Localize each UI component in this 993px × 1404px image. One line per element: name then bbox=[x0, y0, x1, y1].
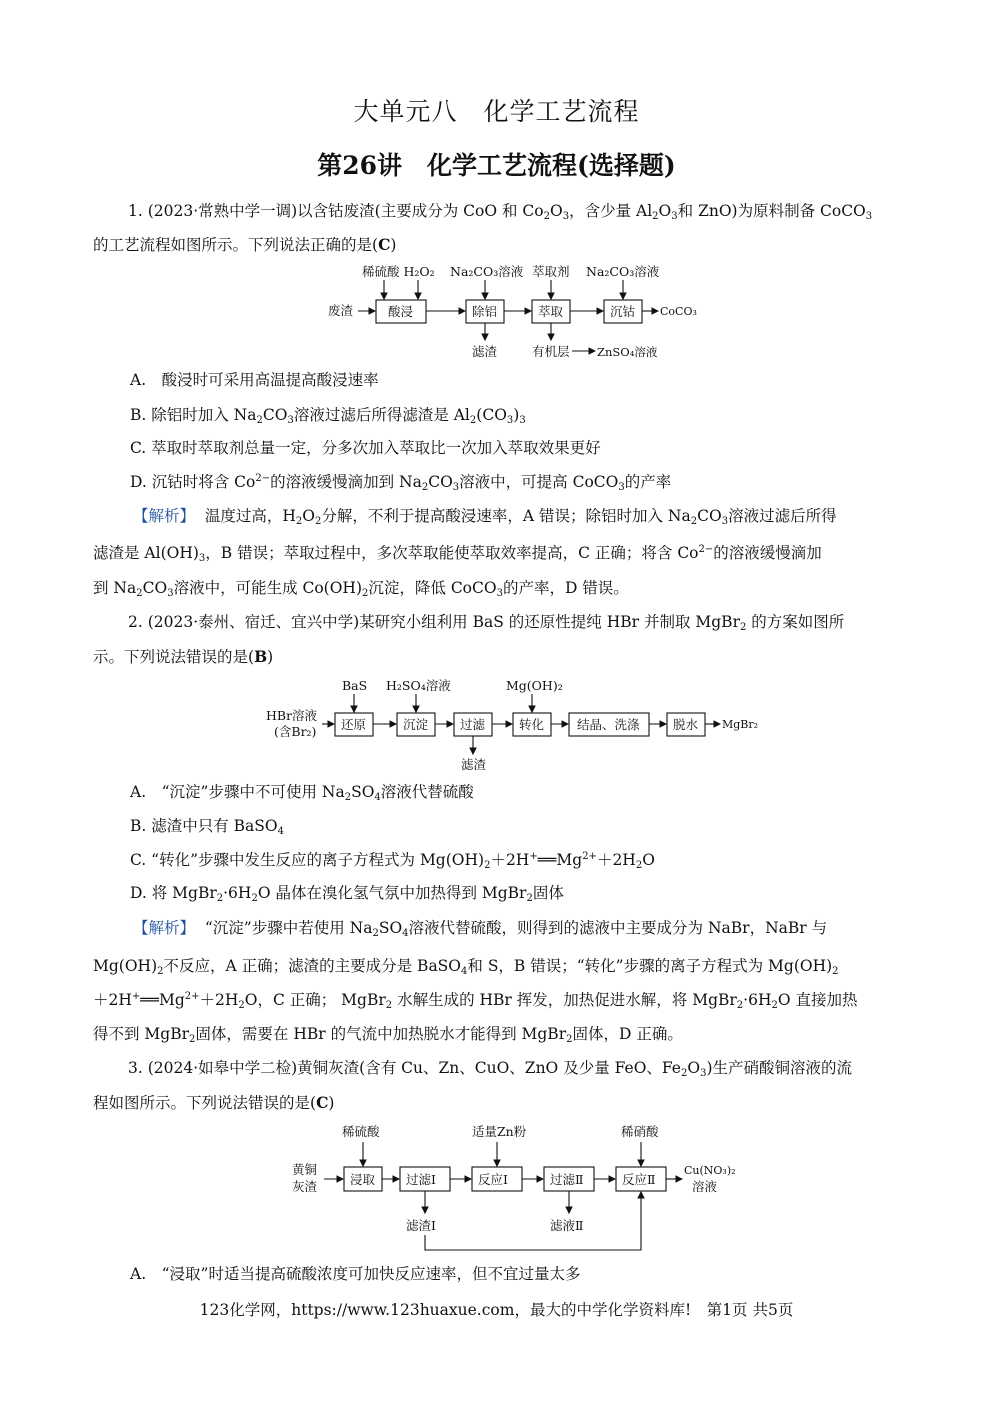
q1-option-a: A. 酸浸时可采用高温提高酸浸速率 bbox=[130, 371, 379, 389]
q2-step: 还原 bbox=[341, 717, 367, 732]
q2-option-c: C. “转化”步骤中发生反应的离子方程式为 $Mg(OH)_2+2H^+══Mg^{2+}+2H_2O$ bbox=[130, 851, 655, 871]
q2-step: 脱水 bbox=[673, 717, 699, 732]
q3-stem-line1: 3. (2024·如皋中学二检)黄铜灰渣(含有 Cu、Zn、CuO、ZnO 及少量 FeO、$Fe_2O_3$)生产硝酸铜溶液的流 bbox=[128, 1059, 853, 1079]
q2-analysis-line2: $Mg(OH)_2$不反应，A 正确；滤渣的主要成分是 BaSO$_4$和 S，B 错误；“转化”步骤的离子方程式为 $Mg(OH)_2$ bbox=[93, 957, 839, 977]
q2-flow-diagram bbox=[262, 674, 772, 774]
q2-option-b: B. 滤渣中只有 BaSO$_4$ bbox=[130, 817, 285, 837]
q3-flow-input: 灰渣 bbox=[292, 1179, 318, 1194]
q3-step: 反应Ⅱ bbox=[622, 1172, 656, 1187]
q1-analysis-line2: 滤渣是 $Al(OH)_3$，B 错误；萃取过程中，多次萃取能使萃取效率提高，C 正确；将含 $Co^{2-}$的溶液缓慢滴加 bbox=[93, 544, 822, 564]
q1-reagent: Na₂CO₃溶液 bbox=[450, 264, 524, 279]
q1-stem-line2: 的工艺流程如图所示。下列说法正确的是(C) bbox=[93, 235, 397, 254]
q1-flow-diagram bbox=[320, 262, 720, 364]
q3-flow-input: 黄铜 bbox=[292, 1162, 318, 1177]
q1-step: 萃取 bbox=[538, 304, 564, 319]
q2-flow-input: HBr溶液 bbox=[266, 708, 318, 723]
q1-step: 酸浸 bbox=[388, 304, 414, 319]
q2-step: 转化 bbox=[519, 717, 545, 732]
q2-analysis-line4: 得不到 MgBr$_2$固体，需要在 HBr 的气流中加热脱水才能得到 MgBr$_2$固体，D 正确。 bbox=[93, 1025, 683, 1045]
q2-step: 沉淀 bbox=[403, 717, 429, 732]
q2-flow-output: MgBr₂ bbox=[722, 718, 759, 731]
q3-reagent: 稀硝酸 bbox=[621, 1124, 659, 1139]
q1-reagent: 稀硫酸 H₂O₂ bbox=[362, 264, 435, 279]
q3-reagent: 适量Zn粉 bbox=[472, 1124, 527, 1139]
q1-byproduct: ZnSO₄溶液 bbox=[597, 345, 658, 359]
q1-option-d: D. 沉钴时将含 $Co^{2-}$的溶液缓慢滴加到 $Na_2CO_3$溶液中，可提高 CoCO$_3$的产率 bbox=[130, 473, 672, 493]
analysis-tag: 【解析】 bbox=[133, 507, 196, 525]
q3-answer: C bbox=[316, 1093, 329, 1112]
q1-flow-output: CoCO₃ bbox=[660, 305, 697, 318]
q1-byproduct: 滤渣 bbox=[472, 344, 498, 359]
q2-step: 过滤 bbox=[460, 717, 486, 732]
q3-flow-diagram bbox=[286, 1120, 756, 1255]
q3-reagent: 稀硫酸 bbox=[342, 1124, 380, 1139]
page-footer: 123化学网，https://www.123huaxue.com，最大的中学化学资料库! 第1页 共5页 bbox=[199, 1301, 794, 1319]
q3-flow-output: 溶液 bbox=[692, 1179, 718, 1194]
q2-step: 结晶、洗涤 bbox=[577, 717, 640, 732]
unit-title: 大单元八 化学工艺流程 bbox=[353, 97, 640, 126]
lecture-title: 第26讲 化学工艺流程(选择题) bbox=[317, 151, 676, 180]
q3-step: 浸取 bbox=[350, 1172, 376, 1187]
q2-byproduct: 滤渣 bbox=[461, 757, 487, 772]
analysis-tag: 【解析】 bbox=[133, 919, 196, 937]
q3-stem-line2: 程如图所示。下列说法错误的是(C) bbox=[93, 1093, 335, 1112]
q2-analysis-line1: 【解析】 “沉淀”步骤中若使用 $Na_2SO_4$溶液代替硫酸，则得到的滤液中主要成分为 NaBr，NaBr 与 bbox=[133, 919, 828, 939]
q2-reagent: H₂SO₄溶液 bbox=[386, 678, 451, 693]
q3-step: 过滤Ⅱ bbox=[550, 1172, 584, 1187]
q1-analysis-line3: 到 $Na_2CO_3$溶液中，可能生成 $Co(OH)_2$沉淀，降低 CoCO$_3$的产率，D 错误。 bbox=[93, 579, 629, 599]
q1-answer: C bbox=[378, 235, 391, 254]
q2-analysis-line3: $+2H^+══Mg^{2+}+2H_2O$，C 正确； MgBr$_2$ 水解生成的 HBr 挥发，加热促进水解，将 $MgBr_2\cdot 6H_2O$ 直接加热 bbox=[93, 991, 858, 1011]
q3-option-a: A. “浸取”时适当提高硫酸浓度可加快反应速率，但不宜过量太多 bbox=[130, 1265, 581, 1283]
q3-step: 过滤Ⅰ bbox=[406, 1172, 436, 1187]
q2-reagent: Mg(OH)₂ bbox=[506, 678, 563, 693]
q2-stem-line1: 2. (2023·泰州、宿迁、宜兴中学)某研究小组利用 BaS 的还原性提纯 HBr 并制取 MgBr$_2$ 的方案如图所 bbox=[128, 613, 845, 633]
q3-step: 反应Ⅰ bbox=[478, 1172, 508, 1187]
q1-reagent: Na₂CO₃溶液 bbox=[586, 264, 660, 279]
q2-option-d: D. 将 $MgBr_2\cdot 6H_2O$ 晶体在溴化氢气氛中加热得到 MgBr$_2$固体 bbox=[130, 884, 564, 904]
q3-flow-output: Cu(NO₃)₂ bbox=[684, 1164, 736, 1177]
q2-flow-input: (含Br₂) bbox=[274, 724, 317, 739]
q2-stem-line2: 示。下列说法错误的是(B) bbox=[93, 647, 274, 666]
q1-byproduct: 有机层 bbox=[532, 344, 570, 359]
q3-byproduct: 滤渣Ⅰ bbox=[406, 1218, 436, 1233]
q2-answer: B bbox=[254, 647, 268, 666]
q2-reagent: BaS bbox=[342, 678, 368, 693]
q1-option-c: C. 萃取时萃取剂总量一定，分多次加入萃取比一次加入萃取效果更好 bbox=[130, 439, 601, 457]
q1-stem-line1: 1. (2023·常熟中学一调)以含钴废渣(主要成分为 CoO 和 $Co_2O_3$，含少量 $Al_2O_3$和 ZnO)为原料制备 CoCO$_3$ bbox=[128, 202, 873, 222]
q1-flow-input: 废渣 bbox=[328, 303, 354, 318]
q1-step: 除铝 bbox=[472, 304, 498, 319]
q2-option-a: A. “沉淀”步骤中不可使用 $Na_2SO_4$溶液代替硫酸 bbox=[130, 783, 474, 803]
q1-reagent: 萃取剂 bbox=[532, 264, 570, 279]
q1-option-b: B. 除铝时加入 $Na_2CO_3$溶液过滤后所得滤渣是 $Al_2(CO_3)_3$ bbox=[130, 406, 526, 426]
q1-step: 沉钴 bbox=[610, 304, 636, 319]
q3-byproduct: 滤液Ⅱ bbox=[550, 1218, 584, 1233]
q1-analysis-line1: 【解析】 温度过高，$H_2O_2$分解，不利于提高酸浸速率，A 错误；除铝时加入 $Na_2CO_3$溶液过滤后所得 bbox=[133, 507, 837, 527]
